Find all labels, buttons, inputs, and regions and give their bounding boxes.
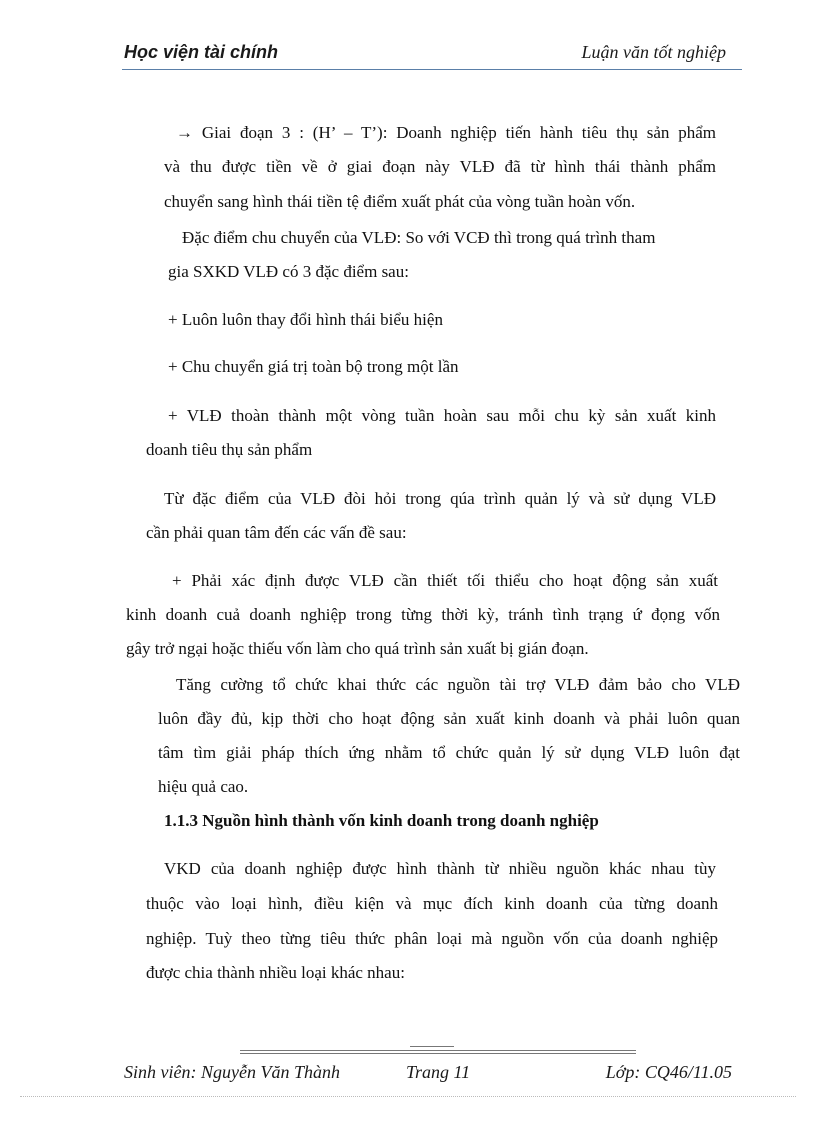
body-line: → Giai đoạn 3 : (H’ – T’): Doanh nghiệp tiến hành tiêu thụ sản phẩm bbox=[176, 123, 716, 142]
footer-class: Lớp: CQ46/11.05 bbox=[605, 1062, 732, 1082]
body-line: + VLĐ thoàn thành một vòng tuần hoàn sau mỗi chu kỳ sản xuất kinh bbox=[168, 406, 716, 425]
body-line: gia SXKD VLĐ có 3 đặc điểm sau: bbox=[168, 262, 409, 281]
body-line: VKD của doanh nghiệp được hình thành từ nhiều nguồn khác nhau tùy bbox=[164, 859, 716, 878]
footer-rule bbox=[240, 1053, 636, 1054]
body-line: + Luôn luôn thay đổi hình thái biểu hiện bbox=[168, 310, 443, 329]
body-line: Tăng cường tổ chức khai thức các nguồn tài trợ VLĐ đảm bảo cho VLĐ bbox=[176, 675, 740, 694]
footer-rule bbox=[240, 1050, 636, 1051]
footer-rule-short bbox=[410, 1046, 454, 1047]
body-line: luôn đầy đủ, kịp thời cho hoạt động sản xuất kinh doanh và phải luôn quan bbox=[158, 709, 740, 728]
header-rule bbox=[122, 69, 742, 70]
body-line: cần phải quan tâm đến các vấn đề sau: bbox=[146, 523, 407, 542]
body-line: tâm tìm giải pháp thích ứng nhằm tổ chức quản lý sử dụng VLĐ luôn đạt bbox=[158, 743, 740, 762]
body-line: gây trở ngại hoặc thiếu vốn làm cho quá trình sản xuất bị gián đoạn. bbox=[126, 639, 589, 658]
body-line: Đặc điểm chu chuyển của VLĐ: So với VCĐ thì trong quá trình tham bbox=[182, 228, 656, 247]
body-line: thuộc vào loại hình, điều kiện và mục đích kinh doanh của từng doanh bbox=[146, 894, 718, 913]
body-line: kinh doanh cuả doanh nghiệp trong từng thời kỳ, tránh tình trạng ứ đọng vốn bbox=[126, 605, 720, 624]
body-line: + Chu chuyển giá trị toàn bộ trong một lần bbox=[168, 357, 459, 376]
header-school: Học viện tài chính bbox=[124, 42, 279, 62]
footer-student: Sinh viên: Nguyễn Văn Thành bbox=[124, 1062, 340, 1082]
body-line: hiệu quả cao. bbox=[158, 777, 249, 796]
body-line: Từ đặc điểm của VLĐ đòi hỏi trong qúa trình quản lý và sử dụng VLĐ bbox=[164, 489, 716, 508]
body-line: được chia thành nhiều loại khác nhau: bbox=[146, 963, 405, 982]
header-doc-type: Luận văn tốt nghiệp bbox=[581, 42, 726, 62]
body-line: và thu được tiền về ở giai đoạn này VLĐ đã từ hình thái thành phẩm bbox=[164, 157, 716, 176]
body-line: doanh tiêu thụ sản phẩm bbox=[146, 440, 313, 459]
body-line: chuyển sang hình thái tiền tệ điểm xuất phát của vòng tuần hoàn vốn. bbox=[164, 192, 636, 211]
page-bottom-dotted-border bbox=[20, 1096, 796, 1097]
section-heading: 1.1.3 Nguồn hình thành vốn kinh doanh trong doanh nghiệp bbox=[164, 811, 599, 830]
body-line: + Phải xác định được VLĐ cần thiết tối thiểu cho hoạt động sản xuất bbox=[172, 571, 718, 590]
body-line: nghiệp. Tuỳ theo từng tiêu thức phân loại mà nguồn vốn của doanh nghiệp bbox=[146, 929, 718, 948]
footer-page-number: Trang 11 bbox=[406, 1062, 471, 1082]
